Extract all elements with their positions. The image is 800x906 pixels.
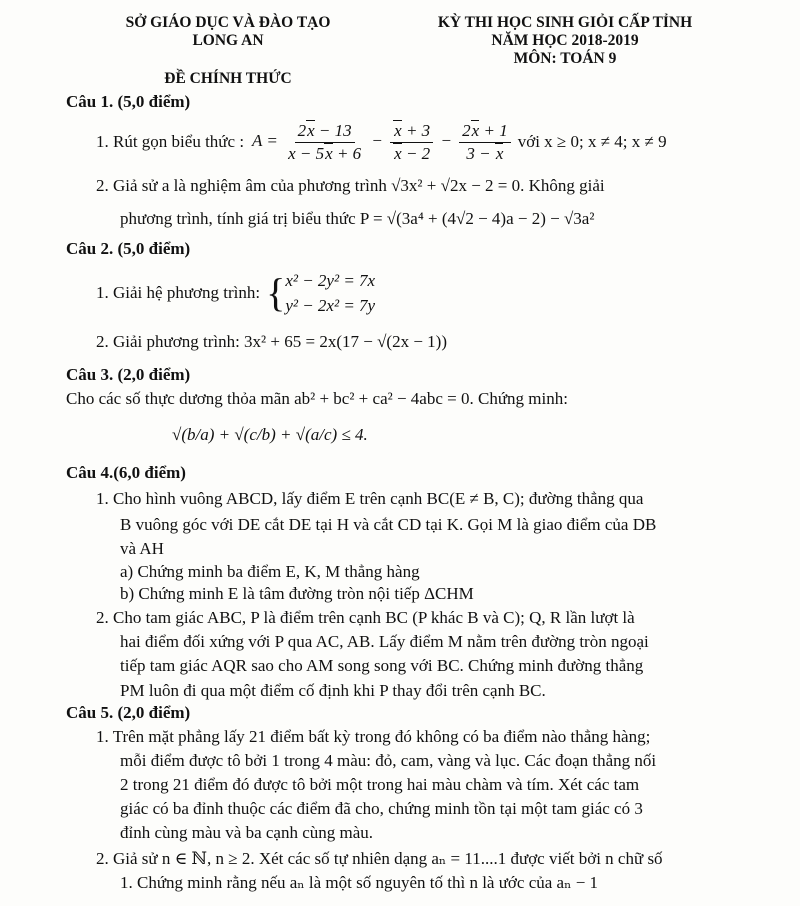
q5-line-6: 2. Giả sử n ∈ ℕ, n ≥ 2. Xét các số tự nhiên dạng aₙ = 11....1 được viết bởi n chữ số <box>96 849 663 868</box>
q2-title: Câu 2. (5,0 điểm) <box>66 239 191 258</box>
q5-line-2: mỗi điểm được tô bởi 1 trong 4 màu: đỏ, cam, vàng và lục. Các đoạn thẳng nối <box>120 751 657 770</box>
q4-line-6: 2. Cho tam giác ABC, P là điểm trên cạnh BC (P khác B và C); Q, R lần lượt là <box>96 608 635 627</box>
q5-line-7: 1. Chứng minh rằng nếu aₙ là một số nguyên tố thì n là ước của aₙ − 1 <box>120 873 599 892</box>
department-name: SỞ GIÁO DỤC VÀ ĐÀO TẠO <box>125 14 331 31</box>
q1-part1 <box>96 117 667 167</box>
system-equation-1: x² − 2y² = 7x <box>285 270 376 290</box>
system-equation-2: y² − 2x² = 7y <box>285 296 376 315</box>
q1-title: Câu 1. (5,0 điểm) <box>66 92 191 111</box>
q5-line-1: 1. Trên mặt phẳng lấy 21 điểm bất kỳ trong đó không có ba điểm nào thẳng hàng; <box>96 727 651 746</box>
q5-title: Câu 5. (2,0 điểm) <box>66 703 191 722</box>
q4-line-3: và AH <box>120 539 164 558</box>
q4-line-9: PM luôn đi qua một điểm cố định khi P thay đổi trên cạnh BC. <box>120 681 546 700</box>
q5-line-5: đỉnh cùng màu và ba cạnh cùng màu. <box>120 823 374 842</box>
q5-line-3: 2 trong 21 điểm đó được tô bởi một trong hai màu chàm và tím. Xét các tam <box>120 775 640 794</box>
q1-part2-line2: phương trình, tính giá trị biểu thức P = √(3a⁴ + (4√2 − 4)a − 2) − √3a² <box>120 209 595 228</box>
q3-title: Câu 3. (2,0 điểm) <box>66 365 191 384</box>
q4-line-5: b) Chứng minh E là tâm đường tròn nội tiếp ΔCHM <box>120 584 474 603</box>
subject: MÔN: TOÁN 9 <box>513 50 617 67</box>
q4-line-7: hai điểm đối xứng với P qua AC, AB. Lấy điểm M nằm trên đường tròn ngoại <box>120 632 649 651</box>
exam-name: KỲ THI HỌC SINH GIỎI CẤP TỈNH <box>437 14 693 31</box>
q5-line-4: giác có ba đỉnh thuộc các điểm đã cho, chứng minh tồn tại một tam giác có 3 <box>120 799 643 818</box>
q2-part1 <box>96 266 375 320</box>
q4-line-1: 1. Cho hình vuông ABCD, lấy điểm E trên cạnh BC(E ≠ B, C); đường thẳng qua <box>96 489 644 508</box>
q1-part1-prefix: 1. Rút gọn biểu thức : <box>96 131 245 151</box>
system-brace: { <box>266 270 286 315</box>
q4-line-4: a) Chứng minh ba điểm E, K, M thẳng hàng <box>120 562 420 581</box>
q3-line1: Cho các số thực dương thỏa mãn ab² + bc² + ca² − 4abc = 0. Chứng minh: <box>66 389 568 408</box>
official-exam-label: ĐỀ CHÍNH THỨC <box>164 70 292 87</box>
q4-line-8: tiếp tam giác AQR sao cho AM song song với BC. Chứng minh đường thẳng <box>120 656 644 675</box>
school-year: NĂM HỌC 2018-2019 <box>491 32 639 49</box>
equation-system <box>285 268 375 319</box>
province-name: LONG AN <box>192 32 264 49</box>
q2-part2: 2. Giải phương trình: 3x² + 65 = 2x(17 − √(2x − 1)) <box>96 332 447 351</box>
q3-inequality: √(b/a) + √(c/b) + √(a/c) ≤ 4. <box>172 425 368 444</box>
q1-part1-condition: với x ≥ 0; x ≠ 4; x ≠ 9 <box>517 131 667 151</box>
q1-part2-line1: 2. Giả sử a là nghiệm âm của phương trình √3x² + √2x − 2 = 0. Không giải <box>96 176 605 195</box>
q4-line-2: B vuông góc với DE cắt DE tại H và cắt CD tại K. Gọi M là giao điểm của DB <box>120 515 657 534</box>
q2-part1-prefix: 1. Giải hệ phương trình: <box>96 282 261 302</box>
q4-title: Câu 4.(6,0 điểm) <box>66 463 186 482</box>
q1-part1-expression: A = $\frac{2x - 13}{x - 5x + 6}$ − $\frac{x + 3}{x - 2}$ − $\frac{2x + 1}{3 - x}$ <box>252 121 514 163</box>
